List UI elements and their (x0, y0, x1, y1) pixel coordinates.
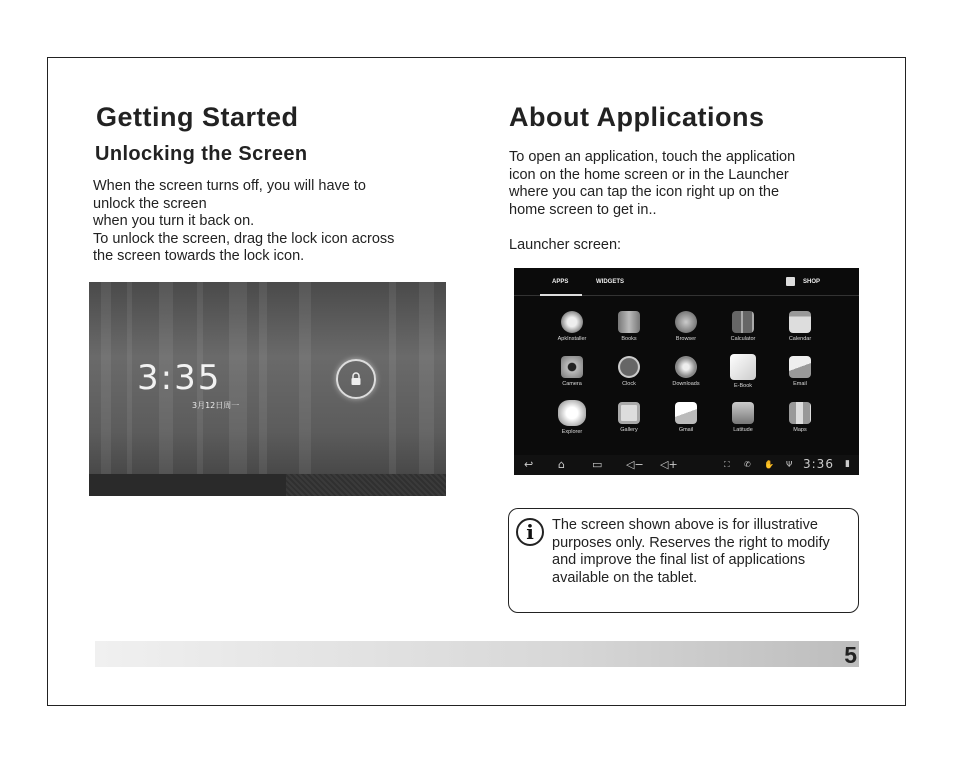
text-line: where you can tap the icon right up on the (509, 184, 780, 201)
volume-down-icon[interactable]: ◁− (626, 458, 644, 471)
volume-up-icon[interactable]: ◁+ (660, 458, 678, 471)
apkinstaller-icon (561, 311, 583, 333)
text-line: To open an application, touch the application (509, 149, 796, 165)
camera-icon (561, 356, 583, 378)
calculator-icon (732, 311, 754, 333)
explorer-icon (558, 400, 586, 426)
lock-ring[interactable] (336, 359, 376, 399)
app-ebook[interactable]: E-Book (718, 354, 768, 389)
app-latitude[interactable]: Latitude (718, 402, 768, 433)
globe-icon (675, 311, 697, 333)
text-line: unlock the screen (93, 195, 207, 212)
subheading-unlocking: Unlocking the Screen (95, 143, 308, 165)
calendar-icon (789, 311, 811, 333)
maps-icon (789, 402, 811, 424)
note-line: and improve the final list of applications (552, 552, 806, 569)
heading-about-applications: About Applications (509, 102, 765, 132)
gallery-icon (618, 402, 640, 424)
latitude-icon (732, 402, 754, 424)
app-clock[interactable]: Clock (604, 356, 654, 387)
system-nav-bar (514, 455, 859, 475)
app-calculator[interactable]: Calculator (718, 311, 768, 342)
usb-icon: Ψ (786, 460, 793, 469)
footer-bar (95, 641, 859, 667)
text-line: When the screen turns off, you will have to (93, 178, 366, 194)
clock-icon (618, 356, 640, 378)
applications-description (509, 149, 795, 219)
lock-clock: 3:35 (137, 358, 222, 398)
app-downloads[interactable]: Downloads (661, 356, 711, 387)
lock-date: 3月12日周一 (192, 401, 240, 410)
launcher-label: Launcher screen: (509, 237, 622, 253)
note-line: purposes only. Reserves the right to modify (552, 534, 830, 551)
note-line: available on the tablet. (552, 569, 698, 586)
heading-getting-started: Getting Started (96, 102, 299, 132)
unlock-instructions (93, 178, 394, 266)
text-line: home screen to get in.. (509, 201, 657, 218)
text-line: icon on the home screen or in the Launcher (509, 166, 789, 183)
tab-widgets[interactable]: WIDGETS (596, 279, 624, 285)
app-browser[interactable]: Browser (661, 311, 711, 342)
screenshot-icon: ⛶ (724, 460, 730, 469)
app-apkinstaller[interactable]: ApkInstaller (547, 311, 597, 342)
note-line: The screen shown above is for illustrative (552, 517, 818, 533)
app-camera[interactable]: Camera (547, 356, 597, 387)
recent-apps-icon[interactable]: ▭ (592, 458, 603, 471)
download-icon (675, 356, 697, 378)
launcher-screen-image (514, 268, 859, 475)
shop-icon[interactable] (786, 277, 795, 286)
app-explorer[interactable]: Explorer (547, 400, 597, 435)
disclaimer-box (508, 508, 859, 613)
app-gallery[interactable]: Gallery (604, 402, 654, 433)
shop-label[interactable]: SHOP (803, 279, 821, 285)
info-icon: i (516, 518, 544, 546)
battery-icon: ▮ (845, 459, 850, 469)
books-icon (618, 311, 640, 333)
email-icon (789, 356, 811, 378)
app-email[interactable]: Email (775, 356, 825, 387)
lock-icon (350, 372, 362, 386)
status-time: 3:36 (803, 457, 834, 471)
page-number: 5 (844, 642, 857, 668)
home-icon[interactable]: ⌂ (558, 458, 565, 471)
text-line: To unlock the screen, drag the lock icon across (93, 230, 395, 247)
text-line: the screen towards the lock icon. (93, 248, 305, 265)
ebook-icon (730, 354, 756, 380)
lock-screen-image (89, 282, 446, 496)
app-maps[interactable]: Maps (775, 402, 825, 433)
app-calendar[interactable]: Calendar (775, 311, 825, 342)
tab-apps[interactable]: APPS (552, 279, 569, 285)
gmail-icon (675, 402, 697, 424)
back-icon[interactable]: ↩ (524, 458, 534, 471)
phone-icon: ✆ (744, 460, 751, 469)
debug-icon: ✋ (764, 460, 774, 469)
text-line: when you turn it back on. (93, 213, 255, 230)
app-gmail[interactable]: Gmail (661, 402, 711, 433)
app-books[interactable]: Books (604, 311, 654, 342)
